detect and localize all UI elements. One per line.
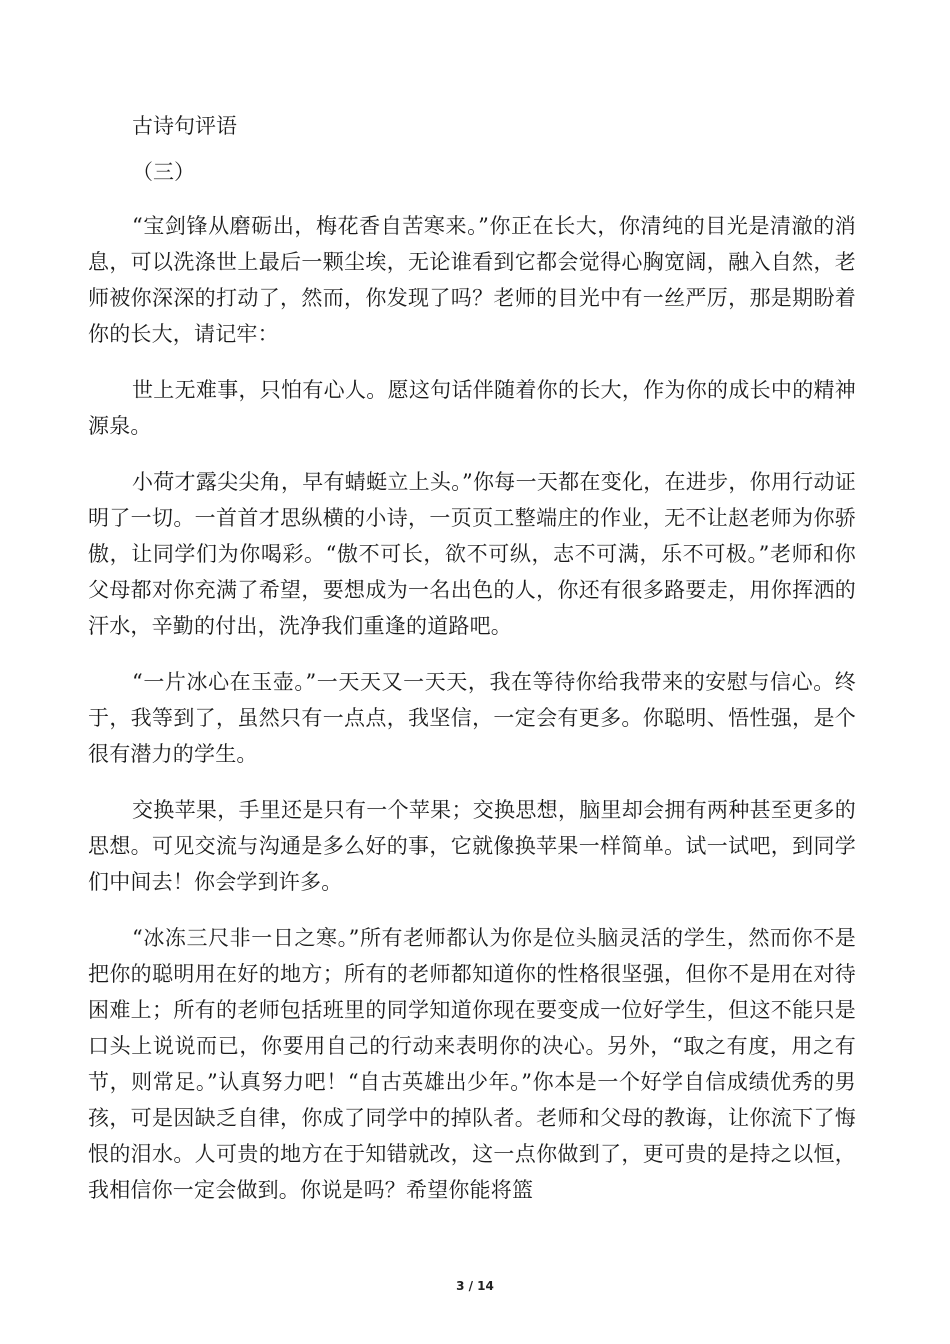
document-body xyxy=(88,110,856,1228)
paragraph-5: 交换苹果，手里还是只有一个苹果；交换思想，脑里却会拥有两种甚至更多的思想。可见交流与沟通是多么好的事，它就像换苹果一样简单。试一试吧，到同学们中间去！你会学到许多。 xyxy=(88,798,856,894)
paragraph-1: “宝剑锋从磨砺出，梅花香自苦寒来。”你正在长大，你清纯的目光是清澈的消息，可以洗涤世上最后一颗尘埃，无论谁看到它都会觉得心胸宽阔，融入自然，老师被你深深的打动了，然而，你发现了吗？老师的目光中有一丝严厉，那是期盼着你的长大，请记牢： xyxy=(88,214,856,346)
paragraph-2: 世上无难事，只怕有心人。愿这句话伴随着你的长大，作为你的成长中的精神源泉。 xyxy=(88,378,856,438)
paragraph-6: “冰冻三尺非一日之寒。”所有老师都认为你是位头脑灵活的学生，然而你不是把你的聪明用在好的地方；所有的老师都知道你的性格很坚强，但你不是用在对待困难上；所有的老师包括班里的同学知道你现在要变成一位好学生，但这不能只是口头上说说而已，你要用自己的行动来表明你的决心。另外，“取之有度，用之有节，则常足。”认真努力吧！“自古英雄出少年。”你本是一个好学自信成绩优秀的男孩，可是因缺乏自律，你成了同学中的掉队者。老师和父母的教诲，让你流下了悔恨的泪水。人可贵的地方在于知错就改，这一点你做到了，更可贵的是持之以恒，我相信你一定会做到。你说是吗？希望你能将篮 xyxy=(88,926,856,1202)
document-title: 古诗句评语 xyxy=(132,114,237,138)
page-number: 3 / 14 xyxy=(456,1279,494,1293)
paragraph-3: 小荷才露尖尖角，早有蜻蜓立上头。”你每一天都在变化，在进步，你用行动证明了一切。一首首才思纵横的小诗，一页页工整端庄的作业，无不让赵老师为你骄傲，让同学们为你喝彩。“傲不可长，欲不可纵，志不可满，乐不可极。”老师和你父母都对你充满了希望，要想成为一名出色的人，你还有很多路要走，用你挥洒的汗水，辛勤的付出，洗净我们重逢的道路吧。 xyxy=(88,470,856,638)
paragraph-4: “一片冰心在玉壶。”一天天又一天天，我在等待你给我带来的安慰与信心。终于，我等到了，虽然只有一点点，我坚信，一定会有更多。你聪明、悟性强，是个很有潜力的学生。 xyxy=(88,670,856,766)
section-number: （三） xyxy=(132,160,195,184)
